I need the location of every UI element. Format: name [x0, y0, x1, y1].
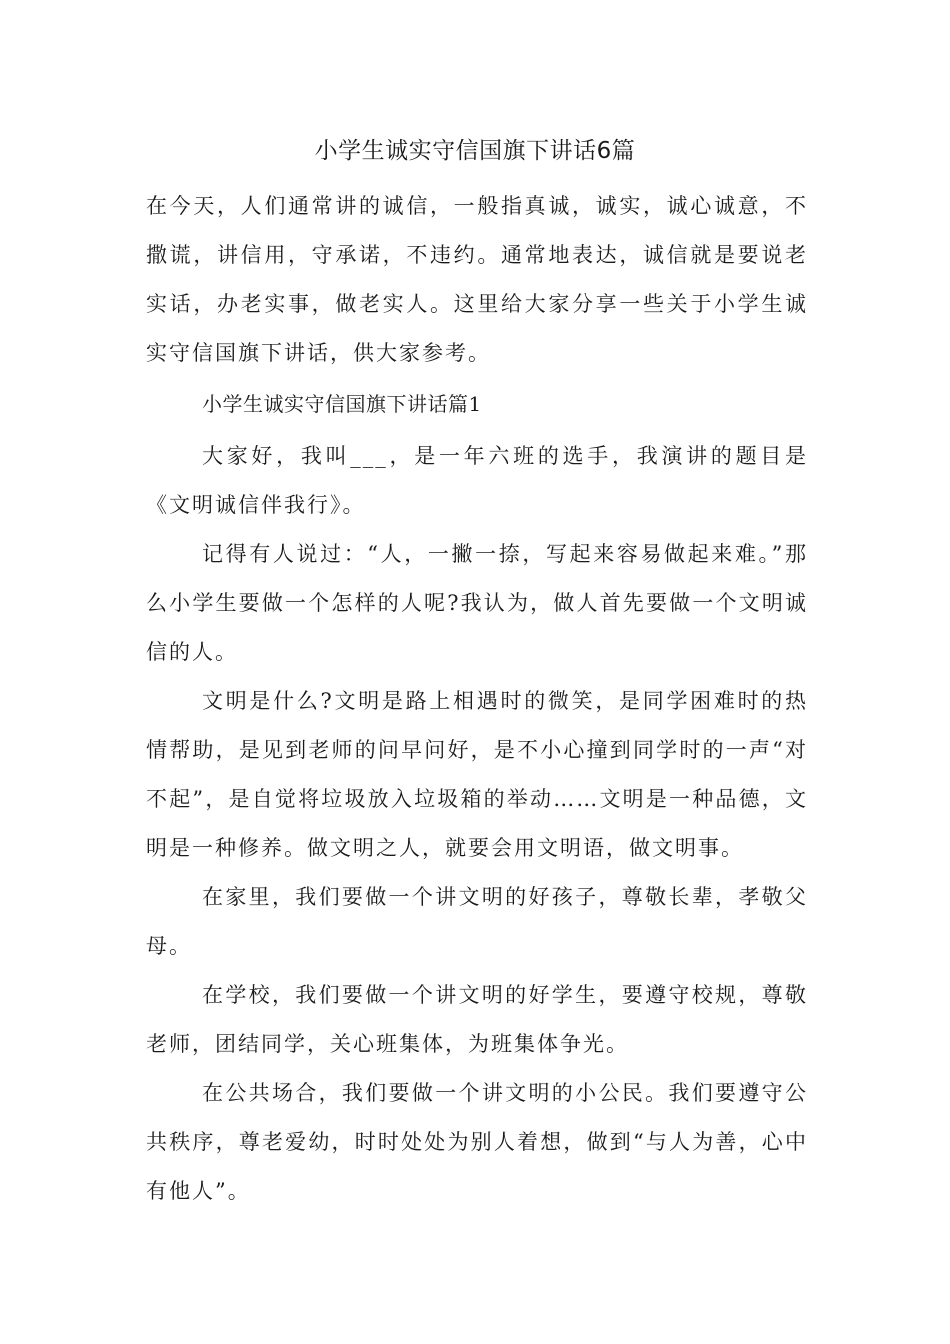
body-paragraph: 在家里，我们要做一个讲文明的好孩子，尊敬长辈，孝敬父母。 [146, 885, 808, 958]
body-paragraph: 在学校，我们要做一个讲文明的好学生，要遵守校规，尊敬老师，团结同学，关心班集体，为班集体争光。 [146, 983, 808, 1056]
section-heading: 小学生诚实守信国旗下讲话篇1 [202, 392, 482, 416]
body-paragraph: 在公共场合，我们要做一个讲文明的小公民。我们要遵守公共秩序，尊老爱幼，时时处处为别人着想，做到“与人为善，心中有他人”。 [146, 1081, 808, 1203]
document-body [146, 182, 808, 1216]
body-paragraph: 文明是什么?文明是路上相遇时的微笑，是同学困难时的热情帮助，是见到老师的问早问好，是不小心撞到同学时的一声“对不起”，是自觉将垃圾放入垃圾箱的举动……文明是一种品德，文明是一种修养。做文明之人，就要会用文明语，做文明事。 [146, 689, 808, 860]
body-paragraph: 大家好，我叫___，是一年六班的选手，我演讲的题目是《文明诚信伴我行》。 [146, 444, 808, 517]
document-title: 小学生诚实守信国旗下讲话6篇 [314, 138, 636, 164]
body-paragraph: 记得有人说过：“人，一撇一捺，写起来容易做起来难。”那么小学生要做一个怎样的人呢?我认为，做人首先要做一个文明诚信的人。 [146, 542, 808, 664]
intro-paragraph: 在今天，人们通常讲的诚信，一般指真诚，诚实，诚心诚意，不撒谎，讲信用，守承诺，不违约。通常地表达，诚信就是要说老实话，办老实事，做老实人。这里给大家分享一些关于小学生诚实守信国旗下讲话，供大家参考。 [146, 194, 808, 365]
